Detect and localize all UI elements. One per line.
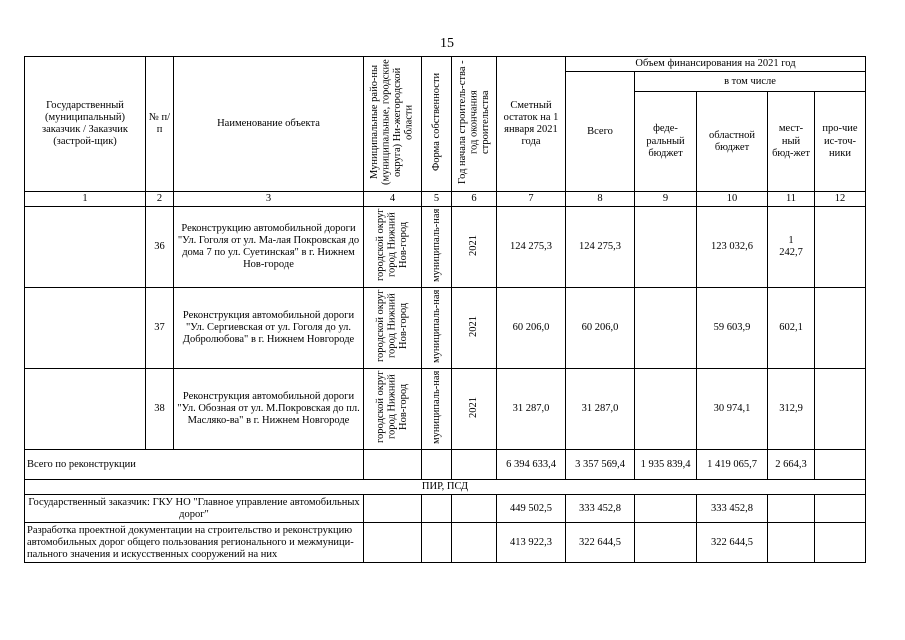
header-local: мест-ный бюд-жет xyxy=(768,92,815,192)
header-regional: областной бюджет xyxy=(697,92,768,192)
federal-value xyxy=(635,369,697,450)
total-regional: 1 419 065,7 xyxy=(697,450,768,480)
row-num: 37 xyxy=(146,288,174,369)
header-customer: Государственный (муниципальный) заказчик / Заказчик (застрой-щик) xyxy=(25,57,146,192)
years: 2021 xyxy=(468,234,480,256)
header-years: Год начала строитель-ства - год окончания строительства xyxy=(456,60,491,184)
table-row xyxy=(25,207,866,288)
total-row xyxy=(25,450,866,480)
col-num: 8 xyxy=(566,192,635,207)
row-num: 38 xyxy=(146,369,174,450)
section-title: ПИР, ПСД xyxy=(25,480,866,495)
design-row xyxy=(25,523,866,563)
municipality: городской округ город Нижний Нов-город xyxy=(375,370,410,444)
total-balance: 6 394 633,4 xyxy=(497,450,566,480)
total-total: 3 357 569,4 xyxy=(566,450,635,480)
object-name: Реконструкция автомобильной дороги "Ул. Сергиевская от ул. Гоголя до ул. Добролюбова" в г. Нижнем Новгороде xyxy=(174,288,364,369)
design-balance: 413 922,3 xyxy=(497,523,566,563)
balance-value: 124 275,3 xyxy=(497,207,566,288)
federal-value xyxy=(635,288,697,369)
other-value xyxy=(815,369,866,450)
header-total: Всего xyxy=(566,72,635,192)
municipality: городской округ город Нижний Нов-город xyxy=(375,289,410,363)
total-value: 60 206,0 xyxy=(566,288,635,369)
total-local: 2 664,3 xyxy=(768,450,815,480)
ownership: муниципаль-ная xyxy=(430,370,442,444)
row-num: 36 xyxy=(146,207,174,288)
header-years-cell xyxy=(452,57,497,192)
col-num: 6 xyxy=(452,192,497,207)
col-num: 10 xyxy=(697,192,768,207)
header-financing: Объем финансирования на 2021 год xyxy=(566,57,866,72)
customer-label: Государственный заказчик: ГКУ НО "Главное управление автомобильных дорог" xyxy=(25,495,364,523)
customer-total: 333 452,8 xyxy=(566,495,635,523)
customer-regional: 333 452,8 xyxy=(697,495,768,523)
years: 2021 xyxy=(468,396,480,418)
table-row xyxy=(25,288,866,369)
customer-row xyxy=(25,495,866,523)
financing-table xyxy=(24,56,866,563)
other-value xyxy=(815,288,866,369)
design-total: 322 644,5 xyxy=(566,523,635,563)
total-label: Всего по реконструкции xyxy=(25,450,364,480)
local-value: 602,1 xyxy=(768,288,815,369)
col-num: 1 xyxy=(25,192,146,207)
regional-value: 59 603,9 xyxy=(697,288,768,369)
col-num: 2 xyxy=(146,192,174,207)
other-value xyxy=(815,207,866,288)
ownership: муниципаль-ная xyxy=(430,208,442,282)
page-number: 15 xyxy=(440,36,454,51)
header-including: в том числе xyxy=(635,72,866,92)
header-other: про-чие ис-точ-ники xyxy=(815,92,866,192)
col-num: 12 xyxy=(815,192,866,207)
header-municipality-cell xyxy=(364,57,422,192)
header-num: № п/п xyxy=(146,57,174,192)
regional-value: 30 974,1 xyxy=(697,369,768,450)
balance-value: 60 206,0 xyxy=(497,288,566,369)
col-num: 9 xyxy=(635,192,697,207)
col-num: 5 xyxy=(422,192,452,207)
design-regional: 322 644,5 xyxy=(697,523,768,563)
col-num: 3 xyxy=(174,192,364,207)
local-value: 1 242,7 xyxy=(768,207,815,288)
total-value: 31 287,0 xyxy=(566,369,635,450)
federal-value xyxy=(635,207,697,288)
ownership: муниципаль-ная xyxy=(430,289,442,363)
header-federal: феде-ральный бюджет xyxy=(635,92,697,192)
header-object-name: Наименование объекта xyxy=(174,57,364,192)
customer-balance: 449 502,5 xyxy=(497,495,566,523)
header-ownership-cell xyxy=(422,57,452,192)
table-row xyxy=(25,369,866,450)
header-balance: Сметный остаток на 1 января 2021 года xyxy=(497,57,566,192)
object-name: Реконструкция автомобильной дороги "Ул. Обозная от ул. М.Покровская до пл. Масляко-ва" в г. Нижнем Новгороде xyxy=(174,369,364,450)
municipality: городской округ город Нижний Нов-город xyxy=(375,208,410,282)
header-municipality: Муниципальные райо-ны (муниципальные, городские округа) Ни-жегородской области xyxy=(369,59,416,185)
local-value: 312,9 xyxy=(768,369,815,450)
regional-value: 123 032,6 xyxy=(697,207,768,288)
col-num: 11 xyxy=(768,192,815,207)
total-value: 124 275,3 xyxy=(566,207,635,288)
col-num: 4 xyxy=(364,192,422,207)
col-num: 7 xyxy=(497,192,566,207)
years: 2021 xyxy=(468,315,480,337)
design-label: Разработка проектной документации на строительство и реконструкцию автомобильных дорог общего пользования регионального и межмуници-пального значения и искусственных сооружений на них xyxy=(25,523,364,563)
total-federal: 1 935 839,4 xyxy=(635,450,697,480)
column-numbers-row xyxy=(25,192,866,207)
balance-value: 31 287,0 xyxy=(497,369,566,450)
header-ownership: Форма собственности xyxy=(430,72,442,172)
total-other xyxy=(815,450,866,480)
object-name: Реконструкцию автомобильной дороги "Ул. Гоголя от ул. Ма-лая Покровская до дома 7 по ул. Суетинская" в г. Нижнем Нов-городе xyxy=(174,207,364,288)
